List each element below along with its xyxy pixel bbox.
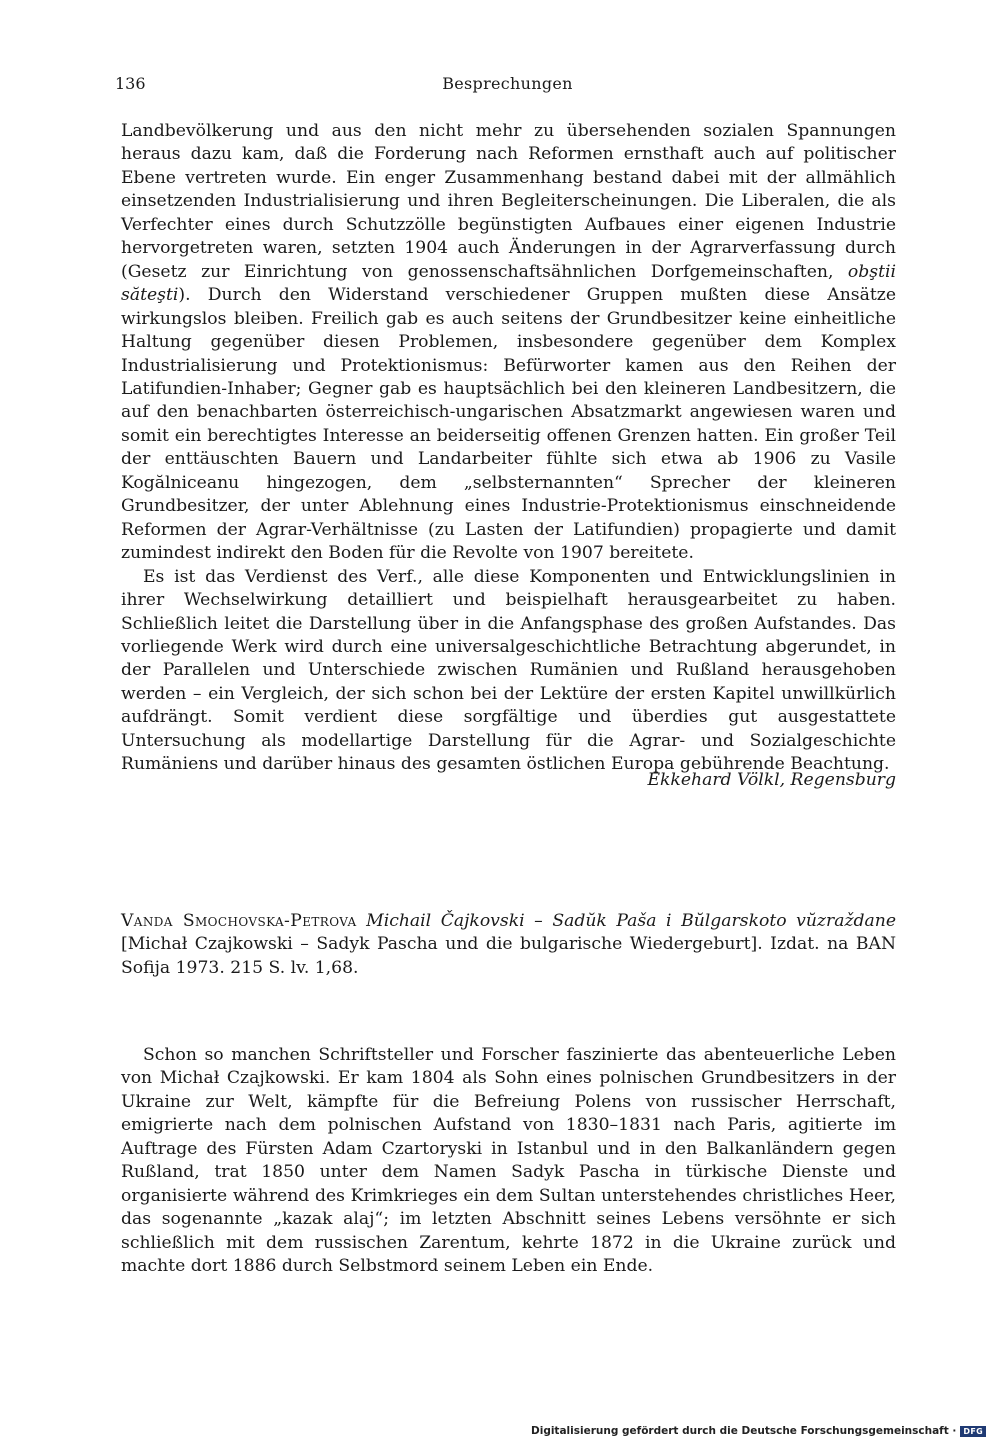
review2-paragraph-1: Schon so manchen Schriftsteller und Forscher faszinierte das abenteuerliche Leben von Michał Czajkowski. Er kam 1804 als Sohn eines polnischen Grundbesitzers in der Ukraine zur Welt, kämpfte für die Befreiung Polens von russischer Herrschaft, emigrierte nach dem polnischen Aufstand von 1830–1831 nach Paris, agitierte im Auftrage des Fürsten Adam Czartoryski in Istanbul und in den Balkanländern gegen Rußland, trat 1850 unter dem Namen Sadyk Pascha in türkische Dienste und organisierte während des Krimkrieges ein dem Sultan unterstehendes christliches Heer, das sogenannte „kazak alaj“; im letzten Abschnitt seines Lebens versöhnte er sich schließlich mit dem russischen Zarentum, kehrte 1872 in die Ukraine zurück und machte dort 1886 durch Selbstmord seinem Leben ein Ende. xyxy=(121,1045,896,1277)
review1-signature: Ekkehard Völkl, Regensburg xyxy=(647,770,896,790)
citation-author: Vanda Smochovska-Petrova xyxy=(121,911,357,931)
footer-text: Digitalisierung gefördert durch die Deutsche Forschungsgemeinschaft · xyxy=(531,1425,957,1437)
review-body xyxy=(121,1044,896,1279)
review-continuation xyxy=(121,120,896,777)
book-citation xyxy=(121,910,896,980)
page-number: 136 xyxy=(115,74,146,93)
digitization-footer xyxy=(531,1425,986,1437)
review1-paragraph-1-italic-term: obştii săteşti xyxy=(121,261,896,306)
review1-paragraph-1-text-b: ). Durch den Widerstand verschiedener Gruppen mußten diese Ansätze wirkungslos bleiben. Freilich gab es auch seitens der Grundbesitzer keine einheitliche Haltung gegenüber diesen Problemen, insbesondere gegenüber dem Komplex Industrialisierung und Protektionismus: Befürworter kamen aus den Reihen der Latifundien-Inhaber; Gegner gab es hauptsächlich bei den kleineren Landbesitzern, die auf den benachbarten österreichisch-ungarischen Absatzmarkt angewiesen waren und somit ein berechtigtes Interesse an beiderseitig offenen Grenzen hatten. Ein großer Teil der enttäuschten Bauern und Landarbeiter fühlte sich etwa ab 1906 zu Vasile Kogălniceanu hingezogen, dem „selbsternannten“ Sprecher der kleineren Grundbesitzer, der unter Ablehnung eines Industrie-Protektionismus einschneidende Reformen der Agrar-Verhältnisse (zu Lasten der Latifundien) propagierte und damit zumindest indirekt den Boden für die Revolte von 1907 bereitete. xyxy=(121,285,896,564)
citation-title: Michail Čajkovski – Sadŭk Paša i Bŭlgarskoto vŭzraždane xyxy=(366,911,896,931)
review1-paragraph-2: Es ist das Verdienst des Verf., alle diese Komponenten und Entwicklungslinien in ihrer Wechselwirkung detailliert und beispielhaft herausgearbeitet zu haben. Schließlich leitet die Darstellung über in die Anfangsphase des großen Aufstandes. Das vorliegende Werk wird durch eine universalgeschichtliche Betrachtung abgerundet, in der Parallelen und Unterschiede zwischen Rumänien und Rußland herausgehoben werden – ein Vergleich, der sich schon bei der Lektüre der ersten Kapitel unwillkürlich aufdrängt. Somit verdient diese sorgfältige und überdies gut ausgestattete Untersuchung als modellartige Darstellung für die Agrar- und Sozialgeschichte Rumäniens und darüber hinaus des gesamten östlichen Europa gebührende Beachtung. xyxy=(121,566,896,775)
running-head: Besprechungen xyxy=(442,74,573,93)
citation-details: [Michał Czajkowski – Sadyk Pascha und die bulgarische Wiedergeburt]. Izdat. na BAN Sofija 1973. 215 S. lv. 1,68. xyxy=(121,934,896,978)
dfg-logo: DFG xyxy=(960,1426,986,1437)
page-header xyxy=(115,74,900,100)
review1-paragraph-1-text-a: Landbevölkerung und aus den nicht mehr zu übersehenden sozialen Spannungen heraus dazu kam, daß die Forderung nach Reformen ernsthaft auch auf politischer Ebene vertreten wurde. Ein enger Zusammenhang bestand dabei mit der allmählich einsetzenden Industrialisierung und ihren Begleiterscheinungen. Die Liberalen, die als Verfechter eines durch Schutzzölle begünstigten Aufbaues einer eigenen Industrie hervorgetreten waren, setzten 1904 auch Änderungen in der Agrarverfassung durch (Gesetz zur Einrichtung von genossenschaftsähnlichen Dorfgemeinschaften, xyxy=(121,121,896,282)
review1-paragraph-1 xyxy=(121,120,896,566)
